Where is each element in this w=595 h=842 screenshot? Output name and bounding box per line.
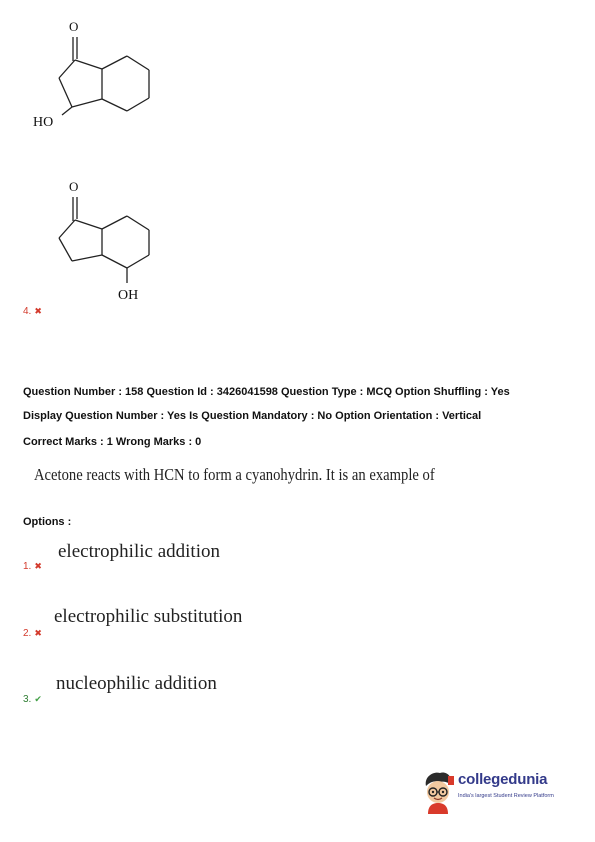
option-number-2 bbox=[23, 628, 42, 639]
option-number-label: 1. bbox=[23, 561, 32, 572]
check-mark-icon: ✔ bbox=[34, 694, 42, 704]
question-meta-line-2: Display Question Number : Yes Is Question Mandatory : No Option Orientation : Vertical bbox=[23, 410, 482, 422]
chemical-structure-1 bbox=[28, 18, 168, 133]
option-number-3 bbox=[23, 694, 42, 705]
option-number-label: 2. bbox=[23, 628, 32, 639]
option-number-label: 3. bbox=[23, 694, 32, 705]
brand-name: collegedunia bbox=[458, 771, 548, 788]
chemical-structure-2 bbox=[28, 178, 168, 306]
carbonyl-oxygen-label: O bbox=[69, 19, 79, 34]
option-number-label: 4. bbox=[23, 306, 32, 317]
option-text-2: electrophilic substitution bbox=[54, 606, 243, 627]
cross-mark-icon: ✖ bbox=[34, 561, 42, 571]
options-label: Options : bbox=[23, 516, 72, 528]
option-text-3: nucleophilic addition bbox=[56, 673, 217, 694]
carbonyl-oxygen-label: O bbox=[69, 179, 79, 194]
question-meta-line-3: Correct Marks : 1 Wrong Marks : 0 bbox=[23, 436, 202, 448]
collegedunia-logo bbox=[420, 770, 570, 814]
option-text-1: electrophilic addition bbox=[58, 541, 220, 562]
question-text: Acetone reacts with HCN to form a cyanohydrin. It is an example of bbox=[34, 465, 435, 484]
cross-mark-icon: ✖ bbox=[34, 306, 42, 316]
hydroxyl-label: HO bbox=[33, 115, 54, 130]
cross-mark-icon: ✖ bbox=[34, 628, 42, 638]
option-number-4 bbox=[23, 306, 42, 317]
option-number-1 bbox=[23, 561, 42, 572]
mascot-icon bbox=[420, 770, 456, 814]
question-meta-line-1: Question Number : 158 Question Id : 3426041598 Question Type : MCQ Option Shuffling : Yes bbox=[23, 386, 510, 398]
brand-tagline: India's largest Student Review Platform bbox=[458, 793, 554, 799]
hydroxyl-label: OH bbox=[118, 288, 139, 303]
